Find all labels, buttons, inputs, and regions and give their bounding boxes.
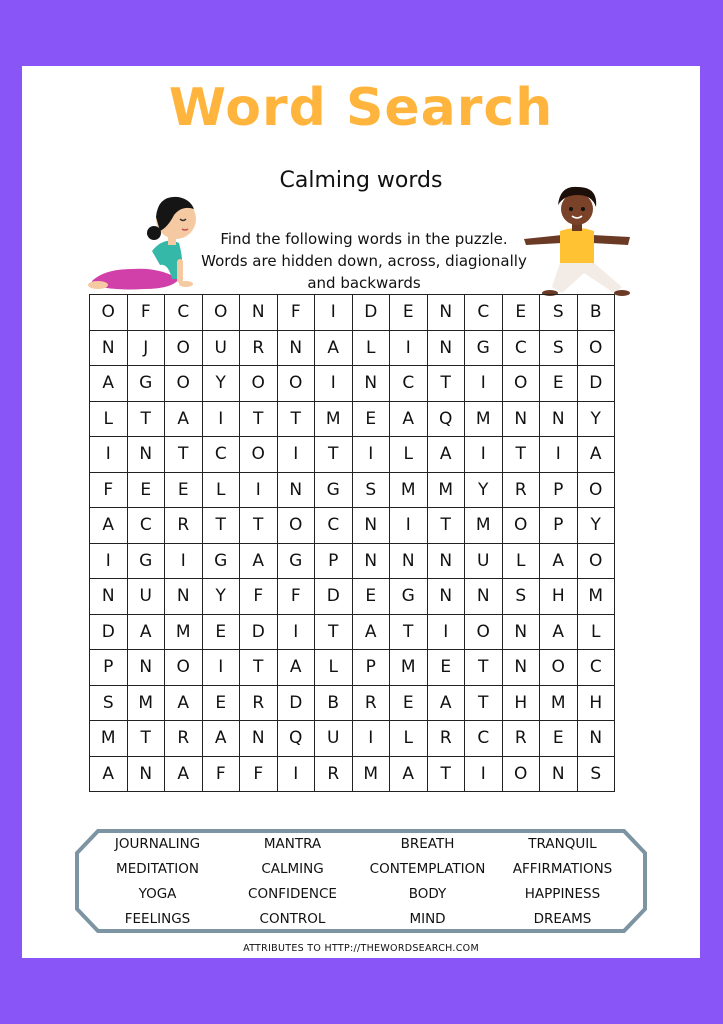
grid-cell[interactable]: M <box>465 401 503 437</box>
grid-cell[interactable]: Q <box>427 401 465 437</box>
grid-row <box>90 330 615 366</box>
grid-cell[interactable]: I <box>165 543 203 579</box>
grid-row <box>90 756 615 792</box>
grid-cell[interactable]: H <box>540 579 578 615</box>
grid-cell[interactable]: A <box>427 437 465 473</box>
grid-cell[interactable]: F <box>90 472 128 508</box>
grid-cell[interactable]: L <box>315 650 353 686</box>
grid-cell[interactable]: M <box>465 508 503 544</box>
grid-cell[interactable]: I <box>352 721 390 757</box>
word-list-item: CALMING <box>261 861 324 877</box>
grid-cell[interactable]: M <box>390 472 428 508</box>
grid-cell[interactable]: F <box>277 579 315 615</box>
word-list-item: CONTROL <box>259 911 326 927</box>
grid-row <box>90 472 615 508</box>
grid-cell[interactable]: U <box>202 330 240 366</box>
word-list-item: AFFIRMATIONS <box>512 861 613 877</box>
instructions-line: Find the following words in the puzzle. <box>220 230 508 248</box>
grid-cell[interactable]: J <box>127 330 165 366</box>
grid-cell[interactable]: N <box>502 614 540 650</box>
grid-cell[interactable]: N <box>390 543 428 579</box>
grid-cell[interactable]: I <box>315 366 353 402</box>
grid-cell[interactable]: A <box>540 614 578 650</box>
word-list <box>90 832 630 928</box>
grid-cell[interactable]: G <box>127 366 165 402</box>
grid-cell[interactable]: E <box>127 472 165 508</box>
worksheet-page <box>22 66 700 958</box>
grid-cell[interactable]: R <box>240 330 278 366</box>
grid-cell[interactable]: M <box>390 650 428 686</box>
grid-cell[interactable]: I <box>390 508 428 544</box>
grid-cell[interactable]: A <box>540 543 578 579</box>
grid-cell[interactable]: S <box>502 579 540 615</box>
grid-cell[interactable]: P <box>540 508 578 544</box>
grid-row <box>90 579 615 615</box>
grid-cell[interactable]: T <box>127 401 165 437</box>
grid-cell[interactable]: Y <box>202 366 240 402</box>
grid-cell[interactable]: O <box>277 508 315 544</box>
letter-grid <box>89 294 615 792</box>
grid-cell[interactable]: R <box>352 685 390 721</box>
grid-cell[interactable]: F <box>202 756 240 792</box>
grid-cell[interactable]: O <box>165 330 203 366</box>
grid-cell[interactable]: T <box>427 366 465 402</box>
grid-cell[interactable]: P <box>352 650 390 686</box>
grid-cell[interactable]: A <box>427 685 465 721</box>
grid-cell[interactable]: O <box>165 650 203 686</box>
grid-cell[interactable]: A <box>352 614 390 650</box>
grid-row <box>90 401 615 437</box>
word-list-item: CONTEMPLATION <box>369 861 486 877</box>
grid-cell[interactable]: N <box>127 756 165 792</box>
word-list-item: BODY <box>408 886 447 902</box>
grid-cell[interactable]: A <box>90 508 128 544</box>
grid-cell[interactable]: M <box>352 756 390 792</box>
grid-cell[interactable]: A <box>165 756 203 792</box>
grid-cell[interactable]: O <box>577 543 615 579</box>
grid-cell[interactable]: I <box>465 437 503 473</box>
grid-cell[interactable]: C <box>465 721 503 757</box>
grid-cell[interactable]: O <box>502 366 540 402</box>
word-list-item: MANTRA <box>263 836 322 852</box>
grid-cell[interactable]: A <box>165 685 203 721</box>
grid-cell[interactable]: Q <box>277 721 315 757</box>
grid-cell[interactable]: I <box>315 295 353 331</box>
grid-cell[interactable]: T <box>390 614 428 650</box>
grid-cell[interactable]: O <box>202 295 240 331</box>
grid-cell[interactable]: N <box>427 330 465 366</box>
grid-cell[interactable]: C <box>202 437 240 473</box>
grid-cell[interactable]: T <box>240 401 278 437</box>
grid-cell[interactable]: I <box>540 437 578 473</box>
grid-cell[interactable]: O <box>577 472 615 508</box>
grid-cell[interactable]: R <box>427 721 465 757</box>
word-list-item: MEDITATION <box>116 861 199 877</box>
grid-cell[interactable]: N <box>127 437 165 473</box>
grid-cell[interactable]: N <box>277 472 315 508</box>
grid-cell[interactable]: T <box>502 437 540 473</box>
grid-cell[interactable]: A <box>577 437 615 473</box>
word-list-item: TRANQUIL <box>528 836 597 852</box>
grid-cell[interactable]: I <box>240 472 278 508</box>
grid-cell[interactable]: G <box>390 579 428 615</box>
grid-cell[interactable]: O <box>240 437 278 473</box>
grid-cell[interactable]: U <box>315 721 353 757</box>
grid-cell[interactable]: N <box>90 579 128 615</box>
grid-cell[interactable]: T <box>127 721 165 757</box>
grid-cell[interactable]: F <box>240 579 278 615</box>
grid-cell[interactable]: C <box>502 330 540 366</box>
grid-cell[interactable]: D <box>277 685 315 721</box>
grid-cell[interactable]: R <box>315 756 353 792</box>
grid-cell[interactable]: Y <box>465 472 503 508</box>
grid-cell[interactable]: P <box>540 472 578 508</box>
grid-cell[interactable]: E <box>202 614 240 650</box>
grid-cell[interactable]: A <box>90 366 128 402</box>
word-list-item: DREAMS <box>533 911 592 927</box>
grid-cell[interactable]: R <box>240 685 278 721</box>
grid-row <box>90 508 615 544</box>
grid-row <box>90 650 615 686</box>
grid-cell[interactable]: O <box>502 508 540 544</box>
grid-cell[interactable]: I <box>202 650 240 686</box>
word-list-item: FEELINGS <box>124 911 191 927</box>
grid-row <box>90 295 615 331</box>
grid-cell[interactable]: N <box>465 579 503 615</box>
grid-cell[interactable]: N <box>352 543 390 579</box>
grid-cell[interactable]: C <box>127 508 165 544</box>
grid-cell[interactable]: E <box>502 295 540 331</box>
grid-cell[interactable]: P <box>90 650 128 686</box>
grid-cell[interactable]: E <box>165 472 203 508</box>
grid-cell[interactable]: O <box>465 614 503 650</box>
grid-cell[interactable]: R <box>165 721 203 757</box>
grid-cell[interactable]: A <box>202 721 240 757</box>
grid-cell[interactable]: I <box>465 366 503 402</box>
grid-cell[interactable]: O <box>502 756 540 792</box>
grid-cell[interactable]: S <box>352 472 390 508</box>
grid-cell[interactable]: G <box>127 543 165 579</box>
grid-cell[interactable]: E <box>390 685 428 721</box>
grid-cell[interactable]: C <box>465 295 503 331</box>
grid-cell[interactable]: F <box>277 295 315 331</box>
grid-cell[interactable]: R <box>165 508 203 544</box>
grid-cell[interactable]: T <box>427 756 465 792</box>
grid-cell[interactable]: S <box>90 685 128 721</box>
grid-cell[interactable]: I <box>202 401 240 437</box>
grid-cell[interactable]: L <box>577 614 615 650</box>
grid-cell[interactable]: D <box>577 366 615 402</box>
grid-cell[interactable]: T <box>315 437 353 473</box>
page-subtitle: Calming words <box>279 168 443 193</box>
word-list-item: HAPPINESS <box>524 886 601 902</box>
grid-cell[interactable]: T <box>315 614 353 650</box>
grid-cell[interactable]: I <box>390 330 428 366</box>
grid-cell[interactable]: T <box>240 650 278 686</box>
attribution: ATTRIBUTES TO HTTP://THEWORDSEARCH.COM <box>243 943 479 954</box>
word-list-item: BREATH <box>400 836 455 852</box>
grid-cell[interactable]: R <box>502 472 540 508</box>
grid-cell[interactable]: D <box>352 295 390 331</box>
instructions <box>177 228 551 294</box>
word-list-item: CONFIDENCE <box>248 886 337 902</box>
grid-cell[interactable]: N <box>240 721 278 757</box>
grid-cell[interactable]: I <box>465 756 503 792</box>
grid-cell[interactable]: A <box>390 401 428 437</box>
grid-cell[interactable]: I <box>90 437 128 473</box>
grid-cell[interactable]: L <box>90 401 128 437</box>
word-list-item: YOGA <box>138 886 177 902</box>
grid-cell[interactable]: H <box>577 685 615 721</box>
page-title: Word Search <box>168 78 554 138</box>
grid-cell[interactable]: I <box>427 614 465 650</box>
grid-cell[interactable]: E <box>352 579 390 615</box>
grid-cell[interactable]: M <box>577 579 615 615</box>
grid-cell[interactable]: E <box>352 401 390 437</box>
grid-cell[interactable]: M <box>127 685 165 721</box>
grid-cell[interactable]: A <box>315 330 353 366</box>
grid-cell[interactable]: T <box>240 508 278 544</box>
grid-cell[interactable]: T <box>465 685 503 721</box>
grid-cell[interactable]: O <box>165 366 203 402</box>
grid-cell[interactable]: P <box>315 543 353 579</box>
grid-cell[interactable]: D <box>315 579 353 615</box>
grid-cell[interactable]: M <box>540 685 578 721</box>
grid-cell[interactable]: N <box>165 579 203 615</box>
grid-cell[interactable]: G <box>202 543 240 579</box>
grid-cell[interactable]: C <box>577 650 615 686</box>
grid-cell[interactable]: Y <box>577 401 615 437</box>
grid-cell[interactable]: G <box>277 543 315 579</box>
grid-cell[interactable]: N <box>577 721 615 757</box>
grid-row <box>90 543 615 579</box>
grid-cell[interactable]: E <box>202 685 240 721</box>
grid-cell[interactable]: H <box>502 685 540 721</box>
grid-cell[interactable]: A <box>277 650 315 686</box>
grid-cell[interactable]: C <box>315 508 353 544</box>
grid-cell[interactable]: T <box>427 508 465 544</box>
grid-cell[interactable]: L <box>390 721 428 757</box>
grid-cell[interactable]: T <box>202 508 240 544</box>
grid-cell[interactable]: I <box>277 756 315 792</box>
grid-cell[interactable]: N <box>127 650 165 686</box>
grid-cell[interactable]: I <box>90 543 128 579</box>
grid-cell[interactable]: N <box>540 401 578 437</box>
grid-cell[interactable]: O <box>540 650 578 686</box>
grid-cell[interactable]: S <box>577 756 615 792</box>
grid-cell[interactable]: S <box>540 295 578 331</box>
grid-row <box>90 366 615 402</box>
grid-cell[interactable]: A <box>90 756 128 792</box>
grid-cell[interactable]: A <box>240 543 278 579</box>
grid-row <box>90 685 615 721</box>
grid-cell[interactable]: T <box>465 650 503 686</box>
instructions-line: and backwards <box>307 274 421 292</box>
grid-cell[interactable]: Y <box>202 579 240 615</box>
grid-cell[interactable]: M <box>165 614 203 650</box>
grid-cell[interactable]: F <box>240 756 278 792</box>
grid-cell[interactable]: D <box>240 614 278 650</box>
grid-cell[interactable]: N <box>240 295 278 331</box>
instructions-line: Words are hidden down, across, diagionally <box>201 252 527 270</box>
grid-cell[interactable]: G <box>315 472 353 508</box>
grid-cell[interactable]: E <box>540 366 578 402</box>
grid-cell[interactable]: O <box>240 366 278 402</box>
grid-row <box>90 437 615 473</box>
grid-cell[interactable]: C <box>390 366 428 402</box>
grid-cell[interactable]: M <box>315 401 353 437</box>
grid-cell[interactable]: N <box>352 508 390 544</box>
grid-cell[interactable]: E <box>427 650 465 686</box>
grid-cell[interactable]: A <box>127 614 165 650</box>
word-list-item: JOURNALING <box>114 836 201 852</box>
grid-row <box>90 614 615 650</box>
grid-cell[interactable]: T <box>165 437 203 473</box>
grid-cell[interactable]: L <box>502 543 540 579</box>
grid-cell[interactable]: N <box>502 401 540 437</box>
grid-cell[interactable]: N <box>427 543 465 579</box>
grid-cell[interactable]: N <box>352 366 390 402</box>
grid-cell[interactable]: N <box>502 650 540 686</box>
grid-cell[interactable]: B <box>577 295 615 331</box>
grid-cell[interactable]: I <box>352 437 390 473</box>
grid-cell[interactable]: G <box>465 330 503 366</box>
word-list-item: MIND <box>409 911 446 927</box>
grid-cell[interactable]: R <box>502 721 540 757</box>
grid-cell[interactable]: Y <box>577 508 615 544</box>
grid-cell[interactable]: U <box>465 543 503 579</box>
grid-cell[interactable]: I <box>277 437 315 473</box>
grid-cell[interactable]: S <box>540 330 578 366</box>
grid-cell[interactable]: B <box>315 685 353 721</box>
grid-cell[interactable]: U <box>127 579 165 615</box>
grid-cell[interactable]: L <box>352 330 390 366</box>
grid-cell[interactable]: E <box>390 295 428 331</box>
grid-cell[interactable]: L <box>202 472 240 508</box>
grid-cell[interactable]: F <box>127 295 165 331</box>
grid-cell[interactable]: E <box>540 721 578 757</box>
grid-cell[interactable]: I <box>277 614 315 650</box>
grid-cell[interactable]: N <box>427 579 465 615</box>
grid-cell[interactable]: N <box>277 330 315 366</box>
grid-cell[interactable]: L <box>390 437 428 473</box>
grid-row <box>90 721 615 757</box>
grid-cell[interactable]: M <box>427 472 465 508</box>
grid-cell[interactable]: A <box>165 401 203 437</box>
grid-cell[interactable]: C <box>165 295 203 331</box>
grid-cell[interactable]: T <box>277 401 315 437</box>
grid-cell[interactable]: A <box>390 756 428 792</box>
grid-cell[interactable]: D <box>90 614 128 650</box>
grid-cell[interactable]: N <box>427 295 465 331</box>
grid-cell[interactable]: O <box>277 366 315 402</box>
grid-cell[interactable]: O <box>577 330 615 366</box>
grid-cell[interactable]: M <box>90 721 128 757</box>
grid-cell[interactable]: O <box>90 295 128 331</box>
grid-cell[interactable]: N <box>90 330 128 366</box>
grid-cell[interactable]: N <box>540 756 578 792</box>
